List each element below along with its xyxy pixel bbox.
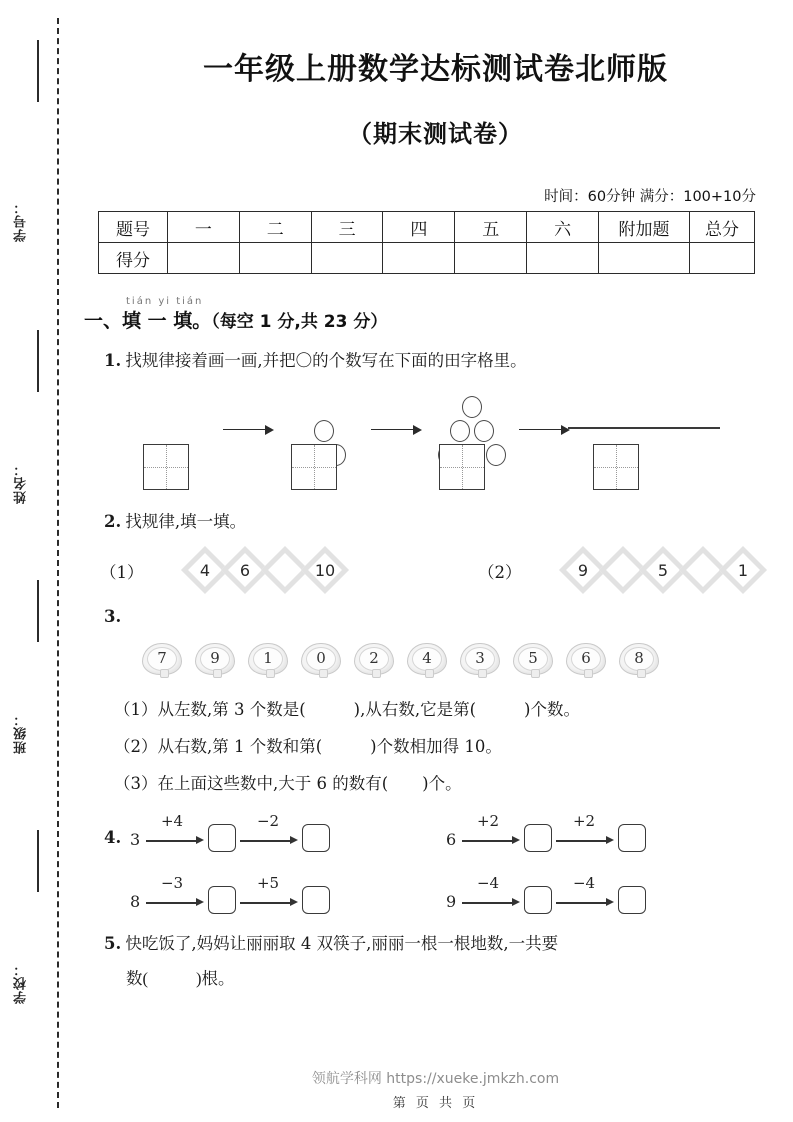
score-table-col-1: 一 — [168, 212, 240, 243]
chain-operator-1: −3 — [160, 874, 184, 893]
student-info-sidebar — [0, 0, 78, 1122]
question-2-number: 2. — [104, 511, 122, 531]
pattern-circle — [462, 396, 482, 418]
shell-label: 5 — [528, 649, 538, 668]
watermark: 领航学科网 https://xueke.jmkzh.com — [311, 1071, 560, 1087]
question-3-part-3 — [114, 770, 793, 794]
shell-label: 8 — [634, 649, 644, 668]
question-3-part-1-b: ),从右数,它是第( — [353, 700, 477, 720]
tianzige-answer-box-1[interactable] — [143, 444, 189, 490]
arrow-chain-3 — [130, 874, 380, 922]
diamond-sequence-label-2: （2） — [478, 562, 522, 582]
shell-number-9 — [195, 643, 235, 675]
exam-paper — [78, 0, 793, 1122]
sidebar-label-class: 班级： — [14, 712, 29, 754]
diamond-number: 9 — [577, 560, 589, 580]
question-5-text: 快吃饭了,妈妈让丽丽取 4 双筷子,丽丽一根一根地数,一共要 — [125, 934, 559, 954]
question-3-part-2-b: )个数相加得 10。 — [370, 737, 502, 757]
shell-number-4 — [407, 643, 447, 675]
score-table — [98, 211, 755, 274]
question-5-line-2-b: )根。 — [196, 969, 235, 988]
question-3 — [104, 605, 793, 630]
score-cell-1[interactable] — [168, 243, 240, 274]
section-heading — [84, 306, 793, 333]
diamond-number: 6 — [239, 560, 251, 580]
chain-answer-box-1[interactable] — [524, 886, 552, 914]
table-row-scores — [99, 243, 755, 274]
chain-answer-box-2[interactable] — [618, 886, 646, 914]
score-table-row-label-2: 得分 — [99, 243, 168, 274]
tianzige-answer-box-2[interactable] — [291, 444, 337, 490]
sidebar-label-name: 姓名： — [14, 462, 29, 504]
score-cell-5[interactable] — [455, 243, 527, 274]
question-5 — [104, 932, 744, 992]
arrow-chain-1 — [130, 812, 380, 860]
question-3-part-3-b: )个。 — [422, 774, 462, 794]
question-3-part-1-c: )个数。 — [524, 700, 580, 720]
diamond-number: 4 — [199, 560, 211, 580]
arrow-chain-4 — [446, 874, 696, 922]
chain-answer-box-2[interactable] — [618, 824, 646, 852]
pattern-circle — [314, 420, 334, 442]
question-2 — [104, 510, 793, 535]
score-table-col-6: 六 — [527, 212, 599, 243]
arrow-chain-2 — [446, 812, 696, 860]
question-3-number: 3. — [104, 606, 122, 626]
page-number-footer: 第 页 共 页 — [392, 1096, 479, 1111]
chain-operator-2: −2 — [256, 812, 280, 831]
question-4-number: 4. — [104, 828, 122, 848]
chain-start-value: 3 — [130, 830, 141, 850]
sidebar-label-student-id: 学号： — [14, 200, 29, 242]
chain-operator-2: +5 — [256, 874, 280, 893]
chain-start-value: 6 — [446, 830, 457, 850]
score-table-col-3: 三 — [311, 212, 383, 243]
shell-number-2 — [354, 643, 394, 675]
shell-label: 7 — [157, 649, 167, 668]
shell-number-6 — [566, 643, 606, 675]
shell-label: 9 — [210, 649, 220, 668]
sidebar-rule-4 — [37, 830, 39, 892]
shell-number-8 — [619, 643, 659, 675]
question-1-text: 找规律接着画一画,并把〇的个数写在下面的田字格里。 — [125, 351, 527, 370]
question-4-arrow-chains — [100, 808, 793, 928]
question-3-part-2-a: （2）从右数,第 1 个数和第( — [114, 737, 323, 757]
shell-number-1 — [248, 643, 288, 675]
shell-number-3 — [460, 643, 500, 675]
chain-operator-1: −4 — [476, 874, 500, 893]
sidebar-rule-2 — [37, 330, 39, 392]
chain-answer-box-1[interactable] — [208, 886, 236, 914]
question-3-shell-row — [104, 643, 793, 683]
tianzige-answer-box-4[interactable] — [593, 444, 639, 490]
question-3-part-1-a: （1）从左数,第 3 个数是( — [114, 700, 306, 720]
section-points: （每空 1 分,共 23 分） — [211, 312, 388, 332]
chain-operator-2: +2 — [572, 812, 596, 831]
sidebar-label-school: 学校： — [14, 962, 29, 1004]
pattern-circle — [450, 420, 470, 442]
question-1 — [104, 349, 793, 374]
shell-label: 4 — [422, 649, 432, 668]
diamond-number: 1 — [737, 560, 749, 580]
shell-label: 1 — [263, 649, 273, 668]
shell-label: 3 — [475, 649, 485, 668]
score-table-col-bonus: 附加题 — [599, 212, 690, 243]
shell-number-0 — [301, 643, 341, 675]
question-2-text: 找规律,填一填。 — [125, 511, 247, 531]
shell-label: 2 — [369, 649, 379, 668]
shell-label: 6 — [581, 649, 591, 668]
diamond-number: 5 — [657, 560, 669, 580]
table-row-header — [99, 212, 755, 243]
pattern-circle — [486, 444, 506, 466]
diamond-number: 10 — [314, 560, 336, 580]
score-table-col-5: 五 — [455, 212, 527, 243]
question-1-number: 1. — [104, 351, 122, 370]
question-3-part-1 — [114, 696, 793, 720]
score-cell-3[interactable] — [311, 243, 383, 274]
pattern-circle — [474, 420, 494, 442]
score-table-row-label-1: 题号 — [99, 212, 168, 243]
tianzige-answer-box-3[interactable] — [439, 444, 485, 490]
draw-answer-line[interactable] — [568, 427, 720, 429]
chain-answer-box-2[interactable] — [302, 824, 330, 852]
question-5-number: 5. — [104, 934, 122, 954]
score-cell-4[interactable] — [383, 243, 455, 274]
chain-answer-box-1[interactable] — [524, 824, 552, 852]
exam-meta-info: 时间：60分钟 满分：100+10分 — [544, 189, 756, 205]
section-heading-text: 一、填 一 填。 — [84, 310, 212, 332]
chain-answer-box-1[interactable] — [208, 824, 236, 852]
page-subtitle: （期末测试卷） — [348, 120, 523, 148]
diamond-sequence-label-1: （1） — [100, 562, 144, 582]
chain-operator-2: −4 — [572, 874, 596, 893]
chain-operator-1: +2 — [476, 812, 500, 831]
question-2-diamond-sequences — [100, 545, 793, 599]
sidebar-rule-1 — [37, 40, 39, 102]
question-3-part-3-a: （3）在上面这些数中,大于 6 的数有( — [114, 774, 389, 794]
chain-answer-box-2[interactable] — [302, 886, 330, 914]
page-title: 一年级上册数学达标测试卷北师版 — [203, 52, 668, 87]
tear-off-dashed-line — [57, 18, 59, 1108]
score-table-col-4: 四 — [383, 212, 455, 243]
score-table-col-2: 二 — [239, 212, 311, 243]
chain-start-value: 9 — [446, 892, 457, 912]
score-cell-bonus[interactable] — [599, 243, 690, 274]
shell-number-7 — [142, 643, 182, 675]
section-pinyin: tián yi tián — [126, 296, 204, 307]
chain-start-value: 8 — [130, 892, 141, 912]
section-heading-block — [84, 296, 793, 333]
shell-label: 0 — [316, 649, 326, 668]
question-5-line-2-a: 数( — [126, 969, 148, 988]
question-3-part-2 — [114, 733, 793, 757]
shell-number-5 — [513, 643, 553, 675]
score-cell-6[interactable] — [527, 243, 599, 274]
score-cell-total[interactable] — [690, 243, 755, 274]
score-cell-2[interactable] — [239, 243, 311, 274]
score-table-col-total: 总分 — [690, 212, 755, 243]
question-5-line-2 — [126, 967, 744, 992]
chain-operator-1: +4 — [160, 812, 184, 831]
question-1-pattern-diagram — [128, 382, 793, 494]
sidebar-rule-3 — [37, 580, 39, 642]
